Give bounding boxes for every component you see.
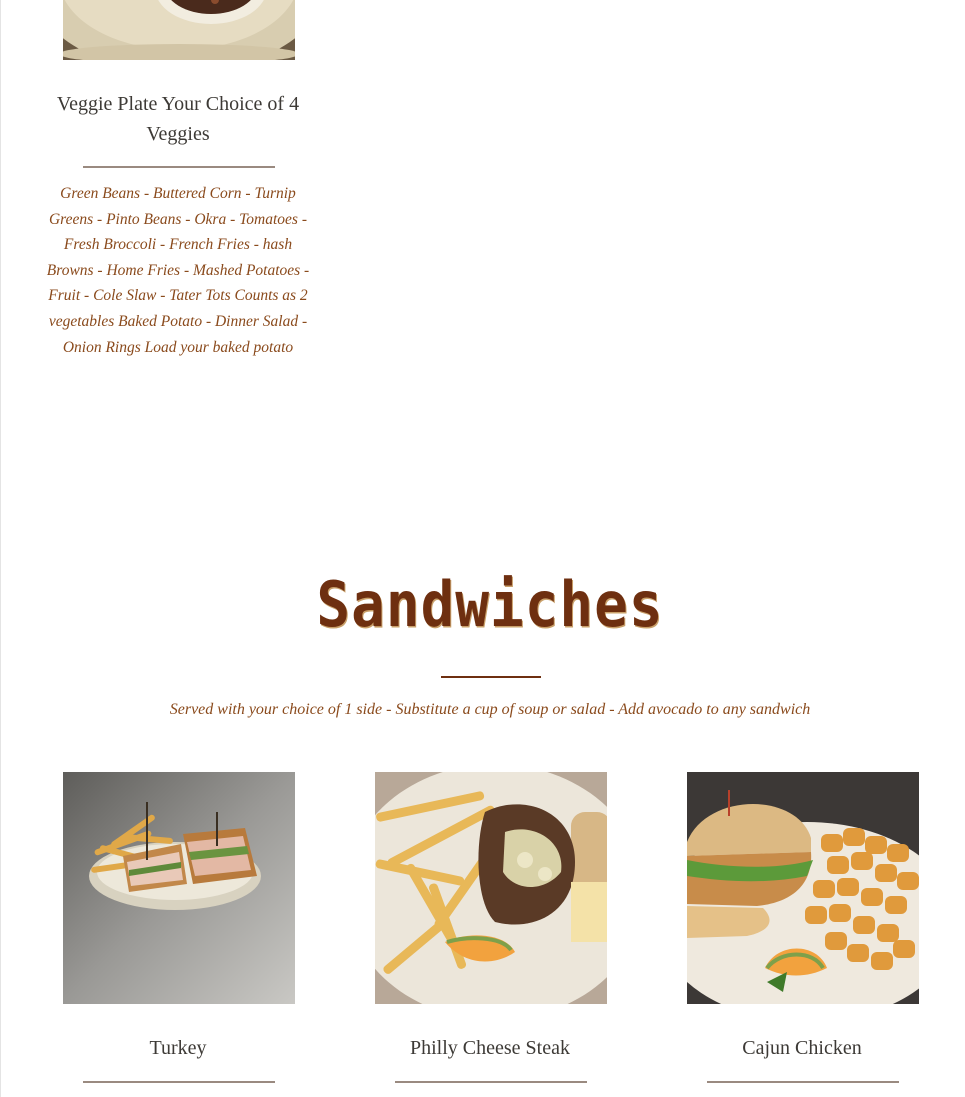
page-left-border	[0, 0, 1, 1097]
veggie-plate-title: Veggie Plate Your Choice of 4 Veggies	[56, 93, 300, 145]
philly-cheese-steak-title: Philly Cheese Steak	[410, 1037, 570, 1059]
cajun-chicken-title: Cajun Chicken	[742, 1037, 862, 1059]
cajun-chicken-divider	[707, 1081, 899, 1083]
sandwiches-divider	[441, 676, 541, 678]
turkey-divider	[83, 1081, 275, 1083]
turkey-title: Turkey	[149, 1037, 207, 1059]
veggie-plate-divider	[83, 166, 275, 168]
veggie-plate-description: Green Beans - Buttered Corn - Turnip Greens - Pinto Beans - Okra - Tomatoes - Fresh Broccoli - French Fries - hash Browns - Home Fries - Mashed Potatoes - Fruit - Cole Slaw - Tater Tots Counts as 2 vegetables Baked Potato - Dinner Salad - Onion Rings Load your baked potato	[46, 185, 310, 356]
turkey-photo[interactable]	[63, 772, 295, 1004]
veggie-plate-photo[interactable]	[63, 0, 295, 60]
cajun-chicken-photo[interactable]	[687, 772, 919, 1004]
philly-cheese-steak-photo[interactable]	[375, 772, 607, 1004]
sandwiches-heading: Sandwiches	[316, 569, 664, 642]
philly-cheese-steak-divider	[395, 1081, 587, 1083]
sandwiches-note: Served with your choice of 1 side - Substitute a cup of soup or salad - Add avocado to any sandwich	[169, 701, 811, 718]
